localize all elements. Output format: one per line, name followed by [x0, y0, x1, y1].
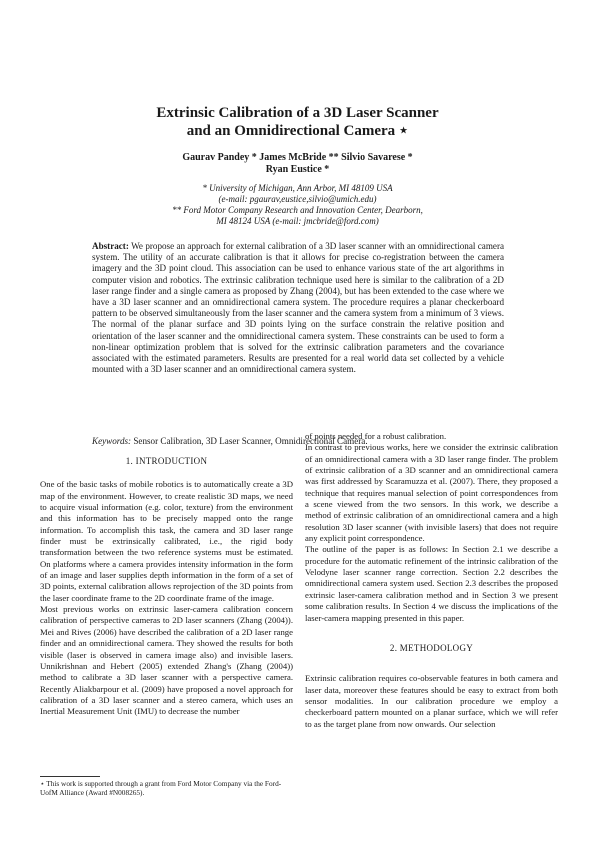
section-heading-introduction: 1. INTRODUCTION	[125, 456, 208, 466]
affiliation-line-1: * University of Michigan, Ann Arbor, MI 48109 USA	[202, 183, 393, 193]
authors-line-1: Gaurav Pandey * James McBride ** Silvio Savarese *	[182, 152, 413, 163]
title-line-2: and an Omnidirectional Camera ⋆	[186, 123, 409, 139]
keywords-text: Sensor Calibration, 3D Laser Scanner, Omnidirectional Camera.	[133, 436, 368, 446]
footnote: ⋆ This work is supported through a grant from Ford Motor Company via the Ford-UofM Alliance (Award #N008265).	[40, 779, 282, 798]
affiliation-line-3: ** Ford Motor Company Research and Innovation Center, Dearborn,	[172, 205, 423, 215]
abstract-text: We propose an approach for external calibration of a 3D laser scanner with an omnidirectional camera system. The utility of an accurate calibration is that it allows for precise co-registration between the camera imagery and the 3D point cloud. This association can be used to enhance various state of the art algorithms in computer vision and robotics. The extrinsic calibration technique used here is similar to the calibration of a 2D laser range finder and a single camera as proposed by Zhang (2004), but has been extended to the case where we have a 3D laser scanner and an omnidirectional camera system. The procedure requires a planar checkerboard pattern to be observed simultaneously from the laser scanner and the camera system from a minimum of 3 views. The normal of the planar surface and 3D points lying on the surface constrain the relative position and orientation of the laser scanner and the omnidirectional camera system. These constraints can be used to form a non-linear optimization problem that is solved for the extrinsic calibration parameters and the covariance associated with the estimated parameters. Results are presented for a real world data set collected by a vehicle mounted with a 3D laser scanner and an omnidirectional camera system.	[92, 241, 505, 375]
heading-spacer	[40, 467, 293, 479]
abstract	[92, 241, 504, 375]
authors-line-2: Ryan Eustice *	[265, 164, 330, 175]
author-list	[0, 152, 595, 176]
footnote-rule	[40, 776, 100, 777]
abstract-label: Abstract:	[92, 241, 129, 251]
affiliations	[0, 183, 595, 227]
keywords-label: Keywords:	[92, 436, 132, 446]
intro-paragraph-2: Most previous works on extrinsic laser-camera calibration concern calibration of perspective cameras to 2D laser scanners (Zhang (2004)). Mei and Rives (2006) have described the calibration of a 2D laser range finder and an omnidirectional camera. They showed the results for both visible (laser is observed in camera image also) and invisible lasers. Unnikrishnan and Hebert (2005) extended Zhang's (Zhang (2004)) method to calibrate a 3D laser scanner with a perspective camera. Recently Aliakbarpour et al. (2009) have proposed a novel approach for calibration of a 3D laser scanner and a stereo camera, which uses an Inertial Measurement Unit (IMU) to decrease the number	[40, 604, 293, 717]
section-heading-methodology: 2. METHODOLOGY	[389, 642, 474, 653]
heading-spacer	[305, 654, 558, 673]
intro-paragraph-continued: of points needed for a robust calibration.	[305, 431, 447, 441]
section-spacer	[305, 624, 558, 643]
left-column	[40, 456, 293, 718]
title-line-1: Extrinsic Calibration of a 3D Laser Scanner	[156, 105, 439, 121]
methodology-paragraph-1: Extrinsic calibration requires co-observable features in both camera and laser data, moreover these features should be easy to extract from both sensor modalities. In our calibration procedure we employ a checkerboard pattern mounted on a planar surface, which we will refer to as the target plane from now onwards. Our selection	[305, 673, 558, 729]
paper-title	[0, 104, 595, 140]
intro-paragraph-3: In contrast to previous works, here we consider the extrinsic calibration of an omnidirectional camera with a 3D laser range finder. The problem of extrinsic calibration of a 3D scanner and an omnidirectional camera was first addressed by Scaramuzza et al. (2007). There, they proposed a technique that requires manual selection of point correspondences from a scene viewed from the two sensors. In this work, we describe a method of extrinsic calibration of an omnidirectional camera and a high resolution 3D laser scanner (with invisible lasers) that does not require any explicit point correspondence.	[305, 442, 558, 544]
right-column	[305, 431, 558, 730]
intro-paragraph-4: The outline of the paper is as follows: In Section 2.1 we describe a procedure for the automatic refinement of the intrinsic calibration of the Velodyne laser scanner range correction. Section 2.2 describes the omnidirectional camera system used. Section 2.3 describes the proposed extrinsic laser-camera calibration method and in Section 3 we present some calibration results. In Section 4 we discuss the implications of the laser-camera mapping presented in this paper.	[305, 544, 558, 623]
affiliation-line-4: MI 48124 USA (e-mail: jmcbride@ford.com)	[216, 216, 379, 226]
affiliation-line-2: (e-mail: pgaurav,eustice,silvio@umich.edu)	[218, 194, 377, 204]
intro-paragraph-1: One of the basic tasks of mobile robotics is to automatically create a 3D map of the environment. However, to create realistic 3D maps, we need to acquire visual information (e.g. color, texture) from the environment and this information has to be precisely mapped onto the range information. To accomplish this task, the camera and 3D laser range finder must be extrinsically calibrated, i.e., the rigid body transformation between the two reference systems must be estimated. On platforms where a camera provides intensity information in the form of an image and laser supplies depth information in the form of a set of 3D points, external calibration allows reprojection of the 3D points from the laser coordinate frame to the 2D coordinate frame of the image.	[40, 479, 293, 603]
